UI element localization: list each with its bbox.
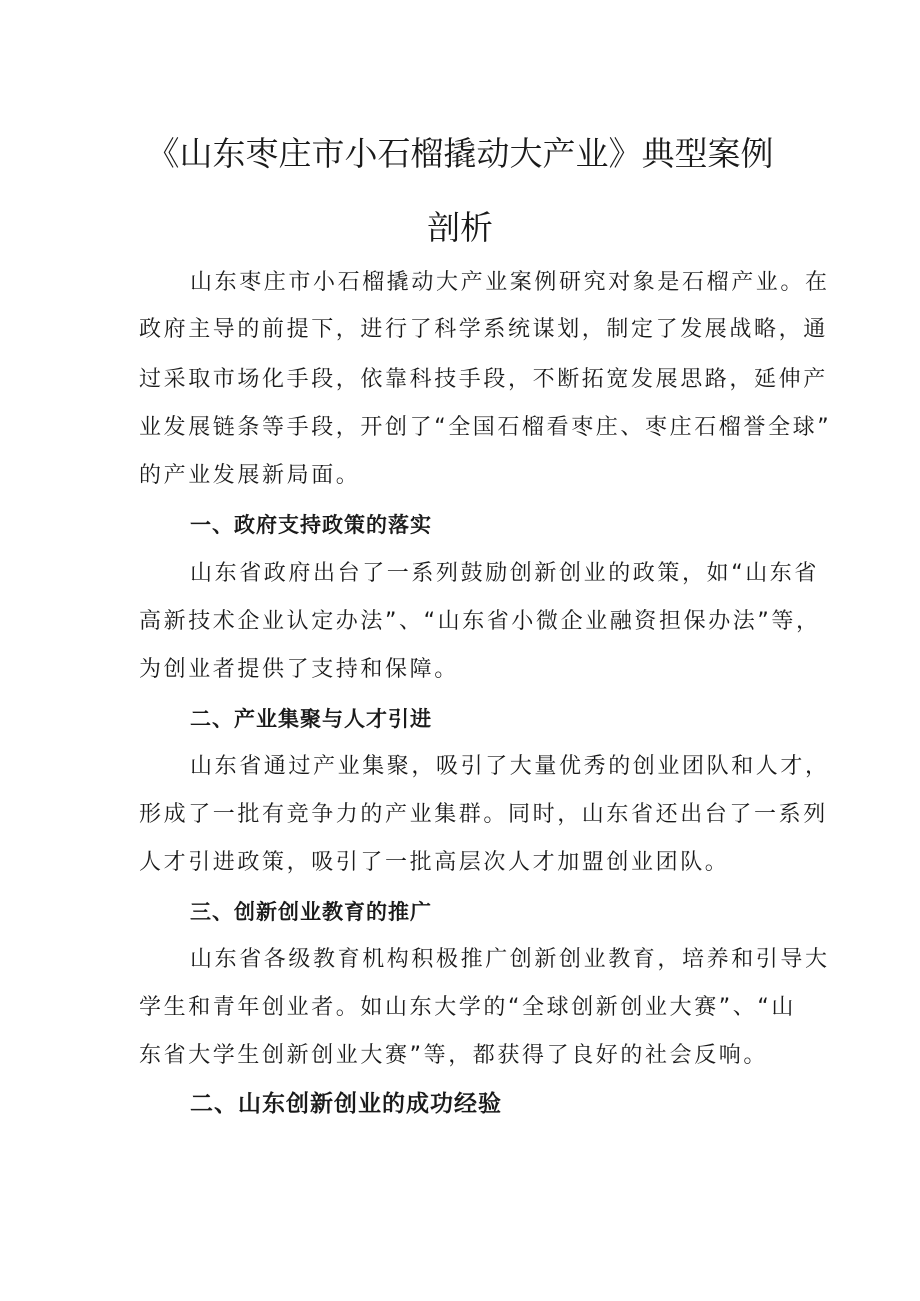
intro-line: 过采取市场化手段，依靠科技手段，不断拓宽发展思路，延伸产 [139,367,828,392]
section-line: 人才引进政策，吸引了一批高层次人才加盟创业团队。 [139,850,730,875]
document-title-line-2: 剖析 [427,208,493,247]
section-line: 高新技术企业认定办法”、“山东省小微企业融资担保办法”等， [139,609,821,634]
document-title-line-1: 《山东枣庄市小石榴撬动大产业》典型案例 [146,134,774,173]
section-line: 山东省通过产业集聚，吸引了大量优秀的创业团队和人才， [190,754,830,779]
section-line: 学生和青年创业者。如山东大学的“全球创新创业大赛”、“山 [139,995,796,1020]
section-line: 山东省政府出台了一系列鼓励创新创业的政策，如“山东省 [190,561,819,586]
section-heading: 一、政府支持政策的落实 [190,513,432,537]
intro-line: 业发展链条等手段，开创了“全国石榴看枣庄、枣庄石榴誉全球” [139,415,832,440]
section-line: 山东省各级教育机构积极推广创新创业教育，培养和引导大 [190,947,830,972]
intro-line: 山东枣庄市小石榴撬动大产业案例研究对象是石榴产业。在 [190,270,830,295]
section-heading: 二、产业集聚与人才引进 [190,707,432,731]
section-line: 形成了一批有竞争力的产业集群。同时，山东省还出台了一系列 [139,802,828,827]
intro-line: 的产业发展新局面。 [139,463,361,488]
section-line: 为创业者提供了支持和保障。 [139,657,459,682]
section-line: 东省大学生创新创业大赛”等，都获得了良好的社会反响。 [139,1043,768,1068]
intro-line: 政府主导的前提下，进行了科学系统谋划，制定了发展战略，通 [139,317,828,342]
section-heading: 三、创新创业教育的推广 [190,900,432,924]
main-section-heading: 二、山东创新创业的成功经验 [190,1091,502,1117]
